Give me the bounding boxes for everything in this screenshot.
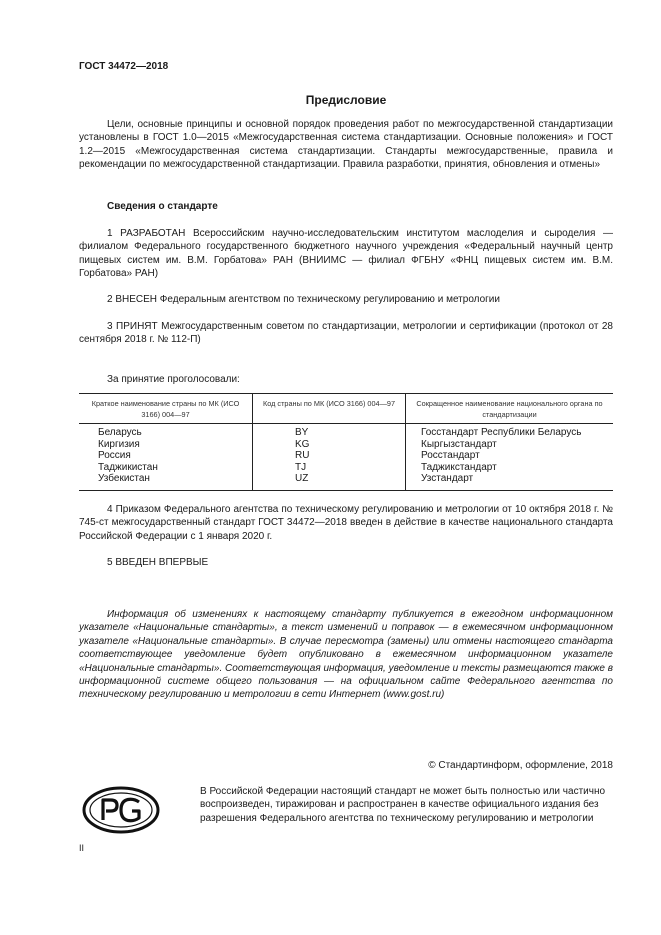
item-adopted	[79, 320, 613, 347]
table-row	[79, 450, 613, 462]
table-row	[79, 439, 613, 451]
rst-certification-mark-icon	[81, 785, 161, 835]
item-first-text: 5 ВВЕДЕН ВПЕРВЫЕ	[107, 557, 209, 568]
column-header-code: Код страны по МК (ИСО 3166) 004—97	[253, 394, 406, 424]
item-introduced-text: 2 ВНЕСЕН Федеральным агентством по техническому регулированию и метрологии	[107, 294, 500, 305]
item-first	[79, 556, 613, 569]
country-cell: Россия	[98, 450, 131, 462]
country-cell: Узбекистан	[79, 473, 253, 490]
body-cell: Узстандарт	[406, 473, 614, 490]
table-row	[79, 424, 613, 439]
code-cell: BY	[253, 424, 406, 439]
votes-label: За принятие проголосовали:	[107, 374, 240, 385]
item-introduced	[79, 293, 613, 306]
votes-table	[79, 393, 613, 491]
code-cell: UZ	[253, 473, 406, 490]
info-heading: Сведения о стандарте	[107, 201, 218, 212]
copyright: © Стандартинформ, оформление, 2018	[428, 760, 613, 771]
page-title: Предисловие	[305, 93, 387, 107]
page-number: II	[79, 843, 85, 853]
item-order-text: 4 Приказом Федерального агентства по техническому регулированию и метрологии от 10 октября 2018 г. № 745-ст межгосударственный стандарт ГОСТ 34472—2018 введен в действие в качестве национального стандарта Российской Федерации с 1 января 2020 г.	[79, 504, 613, 542]
changes-info	[79, 608, 613, 702]
intro-paragraph	[79, 118, 613, 172]
changes-info-text: Информация об изменениях к настоящему стандарту публикуется в ежегодном информационном указателе «Национальные стандарты», а текст изменений и поправок — в ежемесячном информационном указателе «Национальные стандарты». В случае пересмотра (замены) или отмены настоящего стандарта соответствующее уведомление будет опубликовано в ежемесячном информационном указателе «Национальные стандарты». Соответствующая информация, уведомление и тексты размещаются также в информационной системе общего пользования — на официальном сайте Федерального агентства по техническому регулированию и метрологии в сети Интернет (www.gost.ru)	[79, 609, 613, 701]
body-cell: Госстандарт Республики Беларусь	[406, 424, 614, 439]
item-developed-text: 1 РАЗРАБОТАН Всероссийским научно-исследовательским институтом маслоделия и сыроделия — филиалом Федерального государственного бюджетного научного учреждения «Федеральный научный центр пищевых систем им. В.М. Горбатова» РАН (ВНИИМС — филиал ФГБНУ «ФНЦ пищевых систем им. В.М. Горбатова» РАН)	[79, 228, 613, 280]
code-cell: RU	[253, 450, 406, 462]
body-cell: Таджикстандарт	[406, 462, 614, 474]
copyright-notice-text: В Российской Федерации настоящий стандарт не может быть полностью или частично воспроизведен, тиражирован и распространен в качестве официального издания без разрешения Федерального агентства по техническому регулированию и метрологии	[200, 786, 606, 824]
intro-text: Цели, основные принципы и основной порядок проведения работ по межгосударственной стандартизации установлены в ГОСТ 1.0—2015 «Межгосударственная система стандартизации. Основные положения» и ГОСТ 1.2—2015 «Межгосударственная система стандартизации. Стандарты межгосударственные, правила и рекомендации по межгосударственной стандартизации. Правила разработки, принятия, обновления и отмены»	[79, 119, 613, 171]
item-order	[79, 503, 613, 543]
body-cell: Росстандарт	[406, 450, 614, 462]
column-header-body: Сокращенное наименование национального органа по стандартизации	[406, 394, 614, 424]
table-row	[79, 473, 613, 490]
copyright-notice	[200, 785, 613, 825]
code-cell: TJ	[253, 462, 406, 474]
body-cell: Кыргызстандарт	[406, 439, 614, 451]
item-adopted-text: 3 ПРИНЯТ Межгосударственным советом по стандартизации, метрологии и сертификации (протокол от 28 сентября 2018 г. № 112-П)	[79, 321, 613, 346]
country-cell: Киргизия	[98, 438, 140, 450]
votes-table-header-row	[79, 394, 613, 424]
table-row	[79, 462, 613, 474]
code-cell: KG	[253, 439, 406, 451]
column-header-country: Краткое наименование страны по МК (ИСО 3166) 004—97	[79, 394, 253, 424]
item-developed	[79, 227, 613, 281]
country-cell: Беларусь	[98, 427, 142, 438]
country-cell: Таджикистан	[98, 461, 158, 473]
document-code: ГОСТ 34472—2018	[79, 61, 169, 72]
